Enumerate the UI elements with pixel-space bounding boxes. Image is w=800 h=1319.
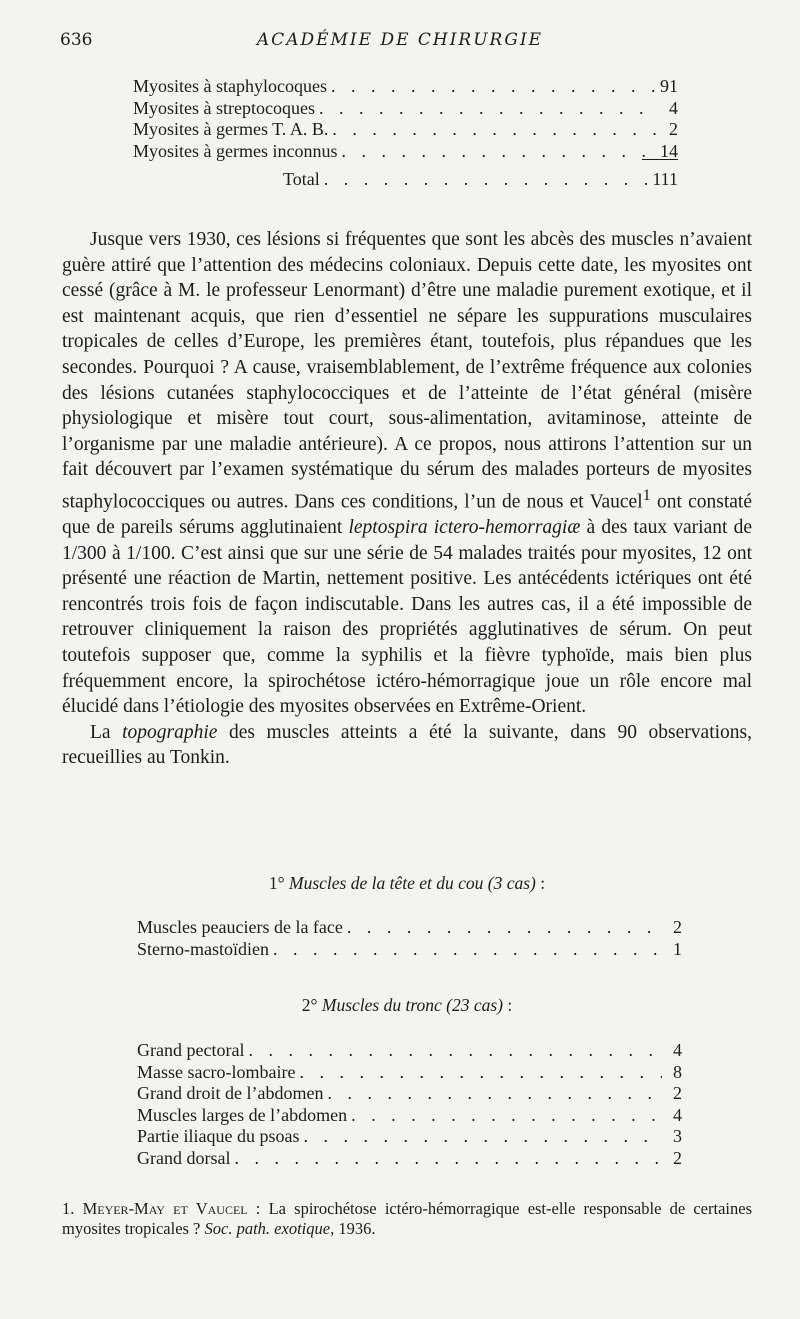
row-label: Masse sacro-lombaire: [137, 1061, 296, 1082]
leader-dots: [341, 141, 656, 163]
leader-dots: [273, 939, 662, 961]
total-row: [133, 169, 678, 191]
row-value: 2: [673, 1147, 682, 1168]
leader-dots: [331, 76, 656, 98]
row-label: Myosites à germes T. A. B.: [133, 119, 329, 139]
leader-dots: [351, 1105, 662, 1127]
section-title: Muscles de la tête et du cou: [289, 873, 484, 893]
row-value: 8: [673, 1061, 682, 1082]
footnote-marker: 1.: [62, 1199, 75, 1218]
myositis-germ-table: [133, 76, 678, 191]
paragraph-text: Jusque vers 1930, ces lésions si fréquentes que sont les abcès des muscles n’avaient guère attiré que l’attention des médecins coloniaux. Depuis cette date, les myosites ont cessé (grâce à M. le professeur Lenormant) d’être une maladie purement exotique, et il est maintenant acquis, que rien d’essentiel ne sépare les suppurations musculaires tropicales de celles d’Europe, les premières étant, toutefois, plus répandues que les secondes. Pourquoi ? A cause, vraisemblablement, de l’extrême fréquence aux colonies des lésions cutanées staphylococciques et de l’atteinte de l’état général (misère physiologique et misère tout court, sous-alimentation, avitaminose, atteinte de l’organisme par une maladie antérieure). A ce propos, nous attirons l’attention sur un fait découvert par l’examen systématique du sérum des malades porteurs de myosites staphylococciques ou autres. Dans ces conditions, l’un de nous et Vaucel: [62, 229, 752, 513]
table-row: [133, 119, 678, 141]
leader-dots: [299, 1062, 662, 1084]
table-row: [137, 939, 682, 961]
row-value: 2: [669, 119, 678, 139]
leader-dots: [303, 1126, 662, 1148]
footnote: [62, 1199, 752, 1239]
section-number: 1°: [268, 873, 285, 893]
row-label: Grand dorsal: [137, 1147, 231, 1168]
footnote-year: , 1936.: [330, 1219, 376, 1238]
paragraph-text: La: [90, 721, 123, 743]
leader-dots: [319, 98, 658, 120]
paragraph: [62, 720, 752, 771]
row-value: 1: [673, 938, 682, 959]
leader-dots: [234, 1148, 662, 1170]
leader-dots: [324, 169, 649, 191]
row-value: 4: [673, 1040, 682, 1060]
leader-dots: [327, 1083, 662, 1105]
paragraph-text: des muscles atteints a été la suivante, dans 90 observations, recueillies au Tonkin.: [62, 721, 752, 769]
table-row: [137, 1062, 682, 1084]
footnote-text: : La spirochétose ictéro-hémorragique est-elle responsable de certaines myosites tropicales ?: [62, 1199, 752, 1238]
table-row: [137, 1126, 682, 1148]
row-label: Myosites à germes inconnus: [133, 140, 338, 161]
section-count: (3 cas): [487, 873, 536, 893]
table-row: [133, 141, 678, 163]
paragraph: [62, 227, 752, 720]
row-value: 91: [660, 76, 678, 96]
section-heading: [62, 995, 752, 1016]
row-label: Partie iliaque du psoas: [137, 1126, 300, 1146]
row-value: 3: [673, 1126, 682, 1146]
table-row: [133, 98, 678, 120]
row-label: Myosites à staphylocoques: [133, 76, 327, 96]
table-row: [137, 1083, 682, 1105]
row-value: 2: [673, 1083, 682, 1103]
row-value: 2: [673, 917, 682, 937]
page-number: 636: [60, 30, 93, 50]
footnote-authors: Meyer-May et Vaucel: [82, 1199, 248, 1218]
row-value: 4: [669, 97, 678, 118]
row-label: Muscles larges de l’abdomen: [137, 1104, 348, 1125]
section-colon: :: [540, 873, 546, 893]
table-row: [137, 917, 682, 939]
row-value: 4: [673, 1104, 682, 1125]
row-label: Grand pectoral: [137, 1040, 245, 1060]
head-neck-muscles-table: [137, 917, 682, 960]
body-text: [62, 227, 752, 771]
row-label: Sterno-mastoïdien: [137, 938, 269, 959]
section-count: (23 cas): [446, 995, 503, 1015]
table-row: [133, 76, 678, 98]
paragraph-text: ont constaté que de pareils sérums agglutinaient: [62, 491, 752, 539]
table-row: [137, 1105, 682, 1127]
paragraph-text: à des taux variant de 1/300 à 1/100. C’est ainsi que sur une série de 54 malades traités pour myosites, 12 ont présenté une réaction de Martin, nettement positive. Les antécédents ictériques ont été rencontrés trois fois de façon indiscutable. Dans les autres cas, il a été impossible de retrouver cliniquement la raison des propriétés agglutinatives de sérum. On peut toutefois supposer que, comme la syphilis et la fièvre typhoïde, mais bien plus fréquemment encore, la spirochétose ictéro-hémorragique joue un rôle encore mal élucidé dans l’étiologie des myosites observées en Extrême-Orient.: [62, 517, 752, 718]
section-title: Muscles du tronc: [321, 995, 442, 1015]
total-label: Total: [283, 169, 320, 189]
row-label: Muscles peauciers de la face: [137, 917, 343, 937]
table-row: [137, 1148, 682, 1170]
trunk-muscles-table: [137, 1040, 682, 1169]
species-name: leptospira ictero-hemorragiæ: [348, 517, 581, 539]
row-value: 14: [660, 140, 678, 161]
table-row: [137, 1040, 682, 1062]
emphasis: topographie: [122, 721, 218, 743]
row-label: Grand droit de l’abdomen: [137, 1083, 324, 1103]
sum-rule: [642, 159, 678, 160]
footnote-ref: 1: [642, 485, 651, 504]
section-heading: [62, 873, 752, 894]
leader-dots: [347, 917, 662, 939]
footnote-journal: Soc. path. exotique: [204, 1219, 331, 1238]
page-header: [60, 30, 740, 56]
total-value: 111: [652, 169, 678, 189]
leader-dots: [332, 119, 658, 141]
section-number: 2°: [301, 995, 318, 1015]
row-label: Myosites à streptocoques: [133, 97, 315, 118]
running-title: ACADÉMIE DE CHIRURGIE: [256, 30, 544, 50]
leader-dots: [248, 1040, 662, 1062]
section-colon: :: [507, 995, 513, 1015]
